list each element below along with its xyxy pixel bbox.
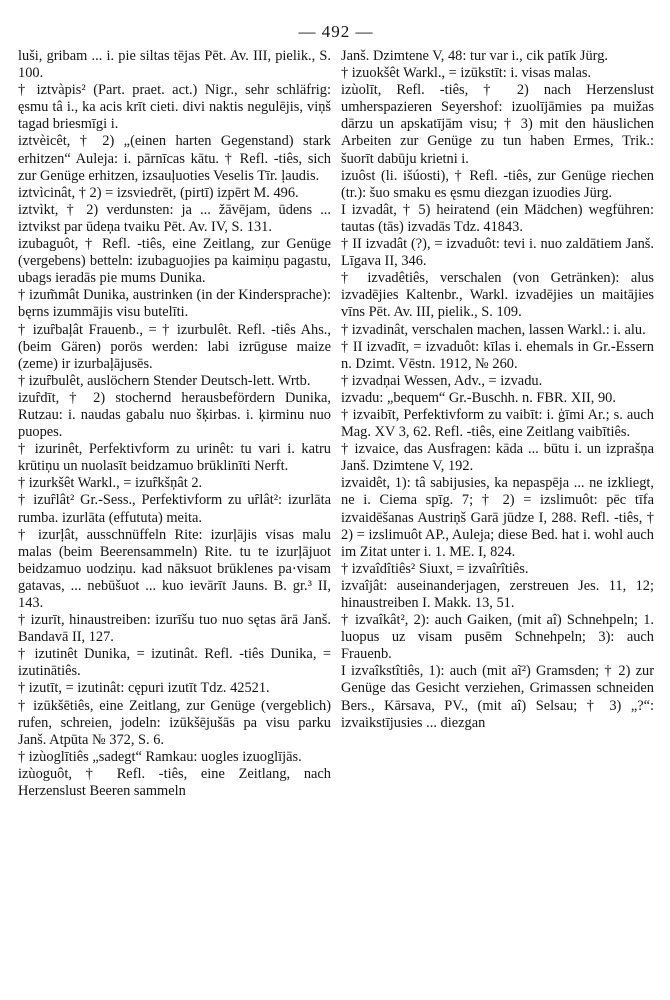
dictionary-entry: izuôst (li. išúosti), † Refl. -tiês, zur Genüge riechen (tr.): šuo smaku es ęsmu diezgan izuodies Jürg. <box>341 167 654 201</box>
dictionary-entry: † izutīt, = izutinât: cępuri izutīt Tdz. 42521. <box>18 680 270 697</box>
dictionary-entry: izubaguôt, † Refl. -tiês, eine Zeitlang, zur Genüge (vergebens) betteln: izubaguojies pa kaimiņu pagastu, ubags ieradās pie mums Dunika. <box>18 236 331 287</box>
right-column <box>341 48 654 800</box>
dictionary-entry: † izùoglītiês „sadegt“ Ramkau: uogles izuoglījās. <box>18 748 302 765</box>
dictionary-entry: † izvaice, das Ausfragen: kāda ... būtu i. un izprašņa Janš. Dzimtene V, 192. <box>341 441 654 475</box>
two-column-body <box>18 48 654 800</box>
dictionary-entry: † II izvadīt, = izvaduôt: kīlas i. ehemals in Gr.-Essern n. Dzimt. Vēstn. 1912, № 260. <box>341 338 654 372</box>
dictionary-entry: izvadu: „bequem“ Gr.-Buschh. n. FBR. XII, 90. <box>341 389 616 406</box>
dictionary-entry: † izvadinât, verschalen machen, lassen Warkl.: i. alu. <box>341 321 646 338</box>
dictionary-entry: † izurļât, ausschnüffeln Rite: izurļājis visas malu malas (beim Beerensammeln) Rite. tu te izurļājuot beidzamuo uodziņu. kad nāksuot brūklenes pa·visam gatavas, ... nebūšuot ... kuo ievārīt Jauns. B. gr.³ II, 143. <box>18 526 331 611</box>
dictionary-entry: luši, gribam ... i. pie siltas tējas Pēt. Av. III, pielik., S. 100. <box>18 48 331 82</box>
dictionary-entry: izùoguôt, † Refl. -tiês, eine Zeitlang, nach Herzenslust Beeren sammeln <box>18 765 331 800</box>
dictionary-entry: † izvaibīt, Perfektivform zu vaibīt: i. ģīmi Ar.; s. auch Mag. XV 3, 62. Refl. -tiês, eine Zeitlang vaibītiês. <box>341 406 654 441</box>
dictionary-entry: † izuokšêt Warkl., = izūkstīt: i. visas malas. <box>341 65 592 82</box>
dictionary-entry: † II izvadât (?), = izvaduôt: tevi i. nuo zaldātiem Janš. Līgava II, 346. <box>341 236 654 270</box>
dictionary-entry: † izvaîdîtiês² Siuxt, = izvaîrîtiês. <box>341 560 529 577</box>
dictionary-entry: † izuȓbaļât Frauenb., = † izurbulêt. Refl. -tiês Ahs., (beim Gären) porös werden: labi izrūguse maize (zeme) ir izurbaļājusēs. <box>18 321 331 372</box>
dictionary-entry: † izurinêt, Perfektivform zu urinêt: tu vari i. katru krūtiņu un nuolasīt beidzamuo brūklinīti Nerft. <box>18 441 331 475</box>
page-number: — 492 — <box>298 22 374 41</box>
dictionary-entry: † izvadêtiês, verschalen (von Getränken): alus izvadējies Kaltenbr., Warkl. izvadējies un maitājies vīns Pēt. Av. III, pielik., S. 109. <box>341 270 654 321</box>
dictionary-entry: iztvìkt, † 2) verdunsten: ja ... žāvējam, ūdens ... iztvikst par ūdeņa tvaiku Pēt. Av. IV, S. 131. <box>18 201 331 235</box>
dictionary-entry: iztvèicêt, † 2) „(einen harten Gegenstand) stark erhitzen“ Auleja: i. pārnīcas kātu. † Refl. -tiês, sich zur Genüge erhitzen, izsauļuoties Veselis Tīr. ļaudis. <box>18 133 331 184</box>
dictionary-entry: † izurkšêt Warkl., = izuȓkšņât 2. <box>18 475 203 492</box>
dictionary-entry: Janš. Dzimtene V, 48: tur var i., cik patīk Jürg. <box>341 48 608 64</box>
dictionary-entry: iztvìcinât, † 2) = izsviedrēt, (pirtī) izpērt M. 496. <box>18 184 299 201</box>
dictionary-entry: † izuȓbulêt, auslöchern Stender Deutsch-lett. Wrtb. <box>18 372 311 389</box>
dictionary-entry: † izurīt, hinaustreiben: izurīšu tuo nuo sętas ārā Janš. Bandavā II, 127. <box>18 612 331 646</box>
dictionary-entry: † izutinêt Dunika, = izutinât. Refl. -tiês Dunika, = izutinātiês. <box>18 646 331 680</box>
dictionary-entry: † iztvàpis² (Part. praet. act.) Nigr., sehr schläfrig: ęsmu tâ i., ka acis krīt cieti. divi naktis negulējis, viņš tagad briesmīgi i. <box>18 82 331 133</box>
dictionary-entry: † izvaîkât², 2): auch Gaiken, (mit aî) Schnehpeln; 1. luopus uz visam pusēm Schnehpeln; 3): auch Frauenb. <box>341 612 654 663</box>
dictionary-entry: † izum̃mât Dunika, austrinken (in der Kindersprache): bęrns izummājis visu butelīti. <box>18 287 331 321</box>
dictionary-entry: † izvadņai Wessen, Adv., = izvadu. <box>341 372 543 389</box>
dictionary-entry: izuȓdīt, † 2) stochernd herausbefördern Dunika, Rutzau: i. naudas gabalu nuo šķirbas. i. ķirminu nuo puopes. <box>18 389 331 441</box>
dictionary-entry: I izvadât, † 5) heiratend (ein Mädchen) wegführen: tautas (tās) izvadās Tdz. 41843. <box>341 201 654 235</box>
dictionary-entry: I izvaîkstîtiês, 1): auch (mit aĩ²) Gramsden; † 2) zur Genüge das Gesicht verziehen, Grimassen schneiden Bers., Kārsava, PV., (mit aî) Selsau; † 3) „?“: izvaikstījusies ... diezgan <box>341 663 654 731</box>
dictionary-entry: † izūkšētiês, eine Zeitlang, zur Genüge (vergeblich) rufen, schreien, jodeln: izūkšējušās pa visu parku Janš. Atpūta № 372, S. 6. <box>18 697 331 748</box>
dictionary-entry: izvaidêt, 1): tâ sabijusies, ka nepaspēja ... ne izkliegt, ne i. Ciema spīg. 7; † 2) = izslimuôt: pēc tīfa izvaidēšanas Austriņš Garā jūdze I, 288. Refl. -tiês, † 2) = izslimuôt AP., Auleja; diese Bed. hat i. wohl auch im Zitat unter i. 1. ME. I, 824. <box>341 475 654 560</box>
dictionary-entry: izùolīt, Refl. -tiês, † 2) nach Herzenslust umherspazieren Seyershof: izuolījāmies pa muižas dārzu un apskatījām visu; † 3) mit den häuslichen Arbeiten zur Genüge zu tun haben Ermes, Trik.: šuorīt dabūju krietni i. <box>341 82 654 167</box>
dictionary-entry: † izuȓlât² Gr.-Sess., Perfektivform zu uȓlât²: izurlāta rumba. izurlāta (effututa) meita. <box>18 492 331 526</box>
left-column <box>18 48 331 800</box>
dictionary-entry: izvaîjât: auseinanderjagen, zerstreuen Jes. 11, 12; hinaustreiben I. Makk. 13, 51. <box>341 577 654 611</box>
